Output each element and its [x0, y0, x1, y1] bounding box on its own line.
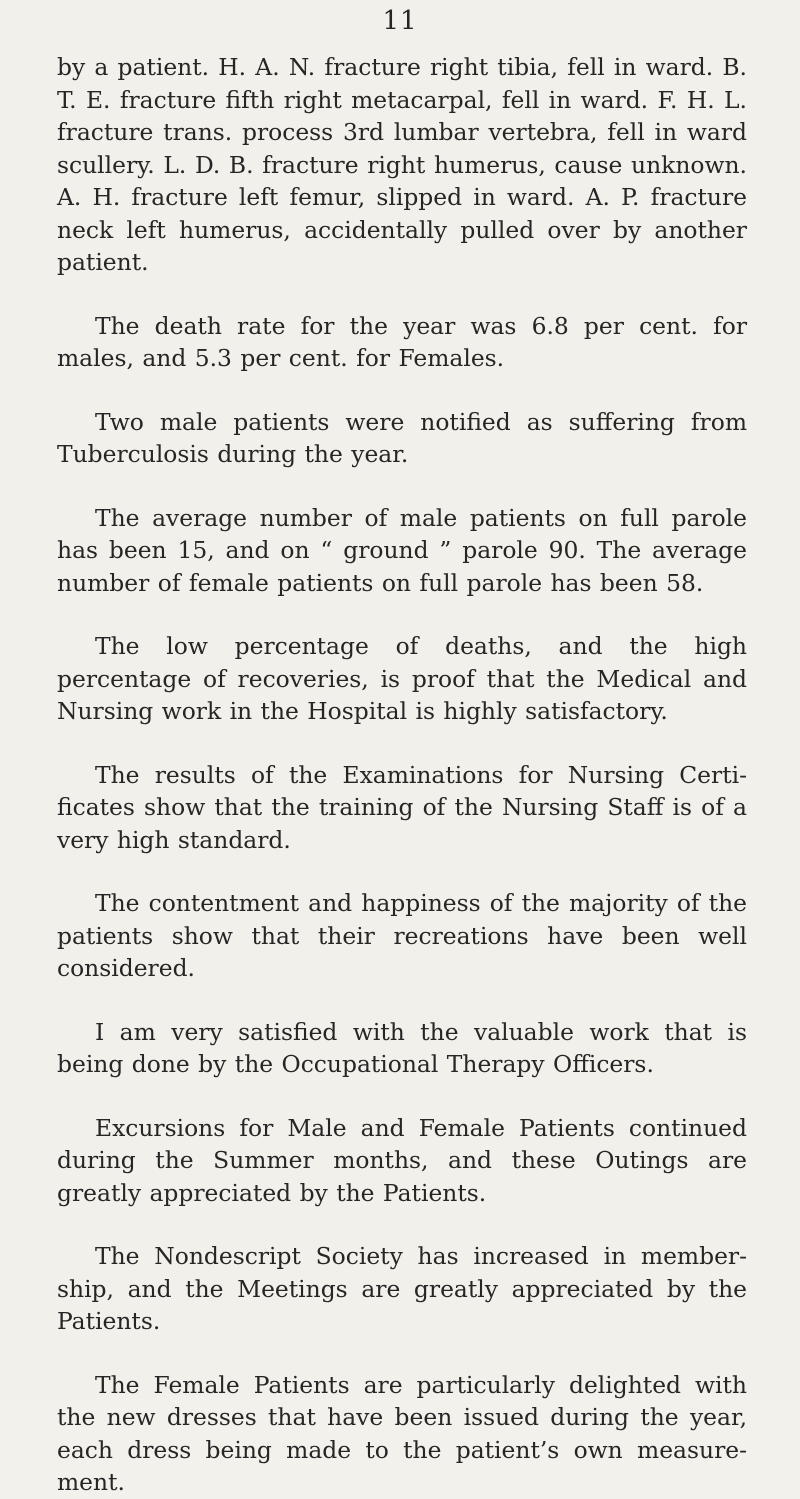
paragraph-nondescript-society: The Nondescript Society has increased in member-ship, and the Meetings are greatly appreciated by the Patients.	[57, 1242, 747, 1335]
page-number: 11	[382, 6, 418, 36]
paragraph-excursions: Excursions for Male and Female Patients continued during the Summer months, and these Outings are greatly appreciated by the Patients.	[57, 1113, 747, 1207]
paragraph-parole: The average number of male patients on full parole has been 15, and on “ ground ” parole 90. The average number of female patients on full parole has been 58.	[57, 503, 747, 597]
paragraph-percentage: The low percentage of deaths, and the high percentage of recoveries, is proof that the Medical and Nursing work in the Hospital is highly satisfactory.	[57, 632, 747, 725]
paragraph-female-dresses: The Female Patients are particularly delighted with the new dresses that have been issued during the year, each dress being made to the patient’s own measure-ment.	[57, 1370, 747, 1496]
paragraph-examinations: The results of the Examinations for Nursing Certi-ficates show that the training of the Nursing Staff is of a very high standard.	[57, 760, 747, 854]
paragraph-fractures: by a patient. H. A. N. fracture right tibia, fell in ward. B. T. E. fracture fifth right metacarpal, fell in ward. F. H. L. fracture trans. process 3rd lumbar vertebra, fell in ward scullery. L. D. B. fracture right humerus, cause unknown. A. H. fracture left femur, slipped in ward. A. P. fracture neck left humerus, accidentally pulled over by another patient.	[57, 53, 747, 276]
body-text	[57, 51, 747, 1499]
paragraph-tuberculosis: Two male patients were notified as suffering from Tuberculosis during the year.	[57, 407, 747, 468]
paragraph-contentment: The contentment and happiness of the majority of the patients show that their recreations have been well considered.	[57, 889, 747, 982]
paragraph-death-rate: The death rate for the year was 6.8 per cent. for males, and 5.3 per cent. for Females.	[57, 311, 747, 372]
paragraph-occupational-therapy: I am very satisfied with the valuable work that is being done by the Occupational Therapy Officers.	[57, 1017, 747, 1078]
